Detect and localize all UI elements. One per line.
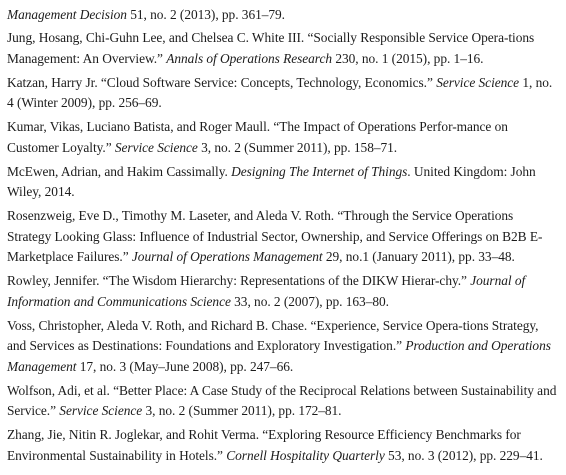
- reference-citation-details: 3, no. 2 (Summer 2011), pp. 172–81.: [142, 403, 342, 419]
- reference-source-title: Production and Operations Management: [7, 338, 551, 374]
- reference-citation-details: 17, no. 3 (May–June 2008), pp. 247–66.: [76, 358, 294, 374]
- reference-entry: [7, 73, 559, 114]
- reference-citation-details: 53, no. 3 (2012), pp. 229–41.: [384, 447, 543, 463]
- reference-entry: [7, 162, 559, 203]
- reference-source-title: Journal of Information and Communications Science: [7, 273, 526, 309]
- reference-entry: [7, 425, 559, 466]
- reference-citation-details: 230, no. 1 (2015), pp. 1–16.: [332, 50, 484, 66]
- reference-citation-details: 1, no. 4 (Winter 2009), pp. 256–69.: [7, 74, 553, 111]
- reference-text: Kumar, Vikas, Luciano Batista, and Roger Maull. “The Impact of Operations Perfor-mance on Customer Loyalty.”: [7, 119, 508, 155]
- reference-text: Rosenzweig, Eve D., Timothy M. Laseter, and Aleda V. Roth. “Through the Service Operations Strategy Looking Glass: Influence of Industrial Sector, Ownership, and Service Offerings on B2B E-Marketplace Failures.”: [7, 208, 543, 265]
- reference-citation-details: 3, no. 2 (Summer 2011), pp. 158–71.: [197, 139, 398, 155]
- reference-entry: [7, 28, 559, 69]
- reference-entry: [7, 117, 559, 158]
- reference-entry: [7, 206, 559, 268]
- reference-entry: [7, 316, 559, 378]
- reference-source-title: Service Science: [59, 403, 143, 419]
- reference-text: McEwen, Adrian, and Hakim Cassimally.: [7, 163, 232, 179]
- reference-text: Katzan, Harry Jr. “Cloud Software Service: Concepts, Technology, Economics.”: [7, 74, 437, 90]
- reference-source-title: Annals of Operations Research: [166, 50, 333, 66]
- reference-text: Voss, Christopher, Aleda V. Roth, and Richard B. Chase. “Experience, Service Opera-tions Strategy, and Services as Destinations: Foundations and Exploratory Investigation.”: [7, 317, 539, 354]
- reference-source-title: Designing The Internet of Things: [231, 163, 408, 179]
- reference-text: Rowley, Jennifer. “The Wisdom Hierarchy: Representations of the DIKW Hierar-chy.”: [7, 273, 471, 289]
- reference-citation-details: 33, no. 2 (2007), pp. 163–80.: [230, 293, 389, 309]
- reference-citation-details: . United Kingdom: John Wiley, 2014.: [7, 163, 536, 200]
- reference-text: Jung, Hosang, Chi-Guhn Lee, and Chelsea C. White III. “Socially Responsible Service Opera-tions Management: An Overview.”: [7, 30, 535, 66]
- reference-citation-details: 51, no. 2 (2013), pp. 361–79.: [126, 7, 285, 22]
- reference-citation-details: 29, no.1 (January 2011), pp. 33–48.: [322, 249, 515, 265]
- reference-text: Zhang, Jie, Nitin R. Joglekar, and Rohit Verma. “Exploring Resource Efficiency Benchmarks for Environmental Sustainability in Hotels.”: [7, 427, 521, 463]
- reference-entry: [7, 271, 559, 312]
- reference-source-title: Cornell Hospitality Quarterly: [226, 447, 385, 463]
- reference-source-title: Management Decision: [7, 7, 127, 22]
- reference-source-title: Service Science: [114, 139, 198, 155]
- reference-entry: [7, 5, 559, 26]
- reference-text: Wolfson, Adi, et al. “Better Place: A Case Study of the Reciprocal Relations between Sustainability and Service.”: [7, 382, 557, 419]
- reference-source-title: Journal of Operations Management: [131, 249, 323, 265]
- reference-entry: [7, 381, 559, 422]
- reference-list: [7, 5, 559, 470]
- reference-source-title: Service Science: [436, 74, 520, 90]
